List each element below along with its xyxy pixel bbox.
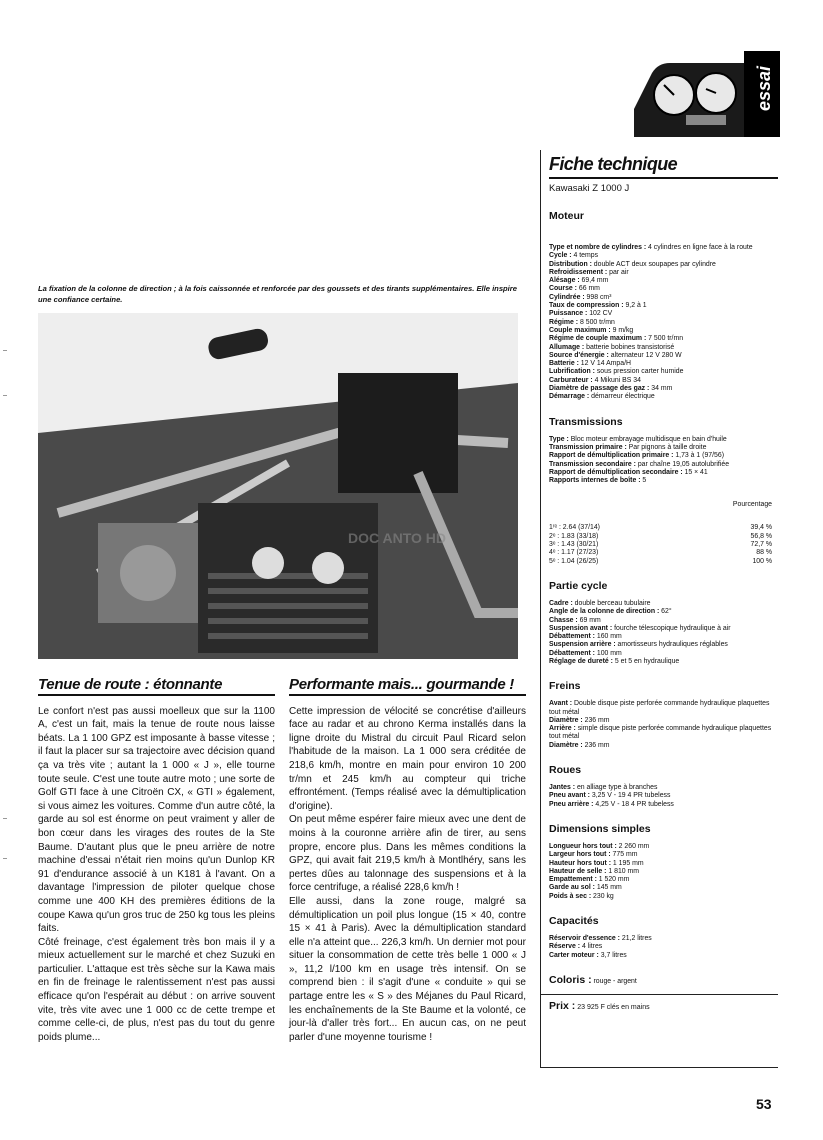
spec-row bbox=[549, 327, 778, 335]
spec-label: Chasse : bbox=[549, 616, 578, 624]
spec-label: Débattement : bbox=[549, 649, 595, 657]
essai-badge bbox=[632, 49, 782, 139]
coloris-value: rouge - argent bbox=[591, 977, 637, 985]
spec-row bbox=[549, 893, 778, 901]
spec-row bbox=[549, 277, 778, 285]
spec-value: double berceau tubulaire bbox=[572, 599, 651, 607]
paragraph: Côté freinage, c'est également très bon mais il y a mieux actuellement sur le marché et chez Suzuki en particulier. L'attaque est très sèche sur la Kawa mais en fin de freinage le ralentissement n'est pas aussi efficace qu'on l'espérait au début : on arrive souvent vite, très vite avec une 1 000 cc de cette trempe et comme celle-ci, de plus, n'est pas du tout du genre poids plume... bbox=[38, 936, 275, 1043]
spec-value: 998 cm³ bbox=[584, 293, 612, 301]
gear-row bbox=[549, 549, 778, 557]
spec-label: Largeur hors tout : bbox=[549, 851, 611, 859]
section-title-tenue: Tenue de route : étonnante bbox=[38, 678, 275, 696]
spec-label: Transmission secondaire : bbox=[549, 460, 636, 468]
spec-row bbox=[549, 469, 778, 477]
roues-list bbox=[549, 784, 778, 809]
spec-label: Angle de la colonne de direction : bbox=[549, 608, 660, 616]
spec-row bbox=[549, 608, 778, 616]
spec-label: Alésage : bbox=[549, 277, 580, 285]
gear-ratio: 4ᵉ : 1.17 (27/23) bbox=[549, 549, 599, 557]
spec-label: Jantes : bbox=[549, 784, 576, 792]
spec-row bbox=[549, 742, 778, 750]
spec-label: Cycle : bbox=[549, 252, 572, 260]
spec-row bbox=[549, 952, 778, 960]
spec-label: Diamètre : bbox=[549, 716, 583, 724]
spec-label: Cylindrée : bbox=[549, 293, 585, 301]
spec-value: 4,25 V - 18 4 PR tubeless bbox=[593, 800, 674, 808]
spec-value: 236 mm bbox=[582, 716, 610, 724]
spec-value: 1,73 à 1 (97/56) bbox=[673, 452, 725, 460]
spec-value: batterie bobines transistorisé bbox=[584, 343, 675, 351]
spec-row bbox=[549, 452, 778, 460]
capacites-list bbox=[549, 935, 778, 960]
spec-label: Type : bbox=[549, 435, 569, 443]
spec-value: 9 m/kg bbox=[610, 326, 634, 334]
spec-value: 9,2 à 1 bbox=[623, 302, 647, 310]
spec-label: Carburateur : bbox=[549, 376, 593, 384]
spec-label: Régime : bbox=[549, 318, 579, 326]
spec-label: Hauteur de selle : bbox=[549, 867, 607, 875]
spec-row bbox=[549, 868, 778, 876]
spec-value: Par pignons à taille droite bbox=[626, 443, 707, 451]
spec-row bbox=[549, 884, 778, 892]
spec-label: Refroidissement : bbox=[549, 268, 608, 276]
spec-label: Arrière : bbox=[549, 725, 576, 733]
spec-row bbox=[549, 310, 778, 318]
spec-row bbox=[549, 801, 778, 809]
spec-label: Course : bbox=[549, 285, 577, 293]
spec-row bbox=[549, 477, 778, 485]
coloris-row bbox=[549, 974, 778, 986]
spec-value: 102 CV bbox=[587, 310, 613, 318]
spec-label: Débattement : bbox=[549, 633, 595, 641]
pourcentage-label: Pourcentage bbox=[732, 501, 772, 509]
spec-label: Distribution : bbox=[549, 260, 592, 268]
section-roues: Roues bbox=[549, 764, 582, 777]
spec-row bbox=[549, 860, 778, 868]
fiche-model: Kawasaki Z 1000 J bbox=[549, 183, 630, 194]
spec-value: amortisseurs hydrauliques réglables bbox=[615, 641, 728, 649]
photo-watermark: DOC ANTO HD bbox=[348, 530, 446, 546]
spec-value: sous pression carter humide bbox=[594, 368, 684, 376]
spec-label: Couple maximum : bbox=[549, 326, 611, 334]
spec-value: 3,7 litres bbox=[598, 951, 627, 959]
spec-value: 1 810 mm bbox=[606, 867, 640, 875]
spec-row bbox=[549, 436, 778, 444]
spec-row bbox=[549, 650, 778, 658]
spec-label: Source d'énergie : bbox=[549, 351, 609, 359]
spec-label: Régime de couple maximum : bbox=[549, 335, 647, 343]
spec-row bbox=[549, 935, 778, 943]
gear-ratios bbox=[549, 524, 778, 565]
section-dimensions: Dimensions simples bbox=[549, 822, 651, 835]
spec-value: 34 mm bbox=[649, 385, 673, 393]
spec-row bbox=[549, 344, 778, 352]
spec-row bbox=[549, 302, 778, 310]
spec-row bbox=[549, 368, 778, 376]
spec-row bbox=[549, 461, 778, 469]
spec-value: 69,4 mm bbox=[579, 277, 609, 285]
spec-row bbox=[549, 843, 778, 851]
spec-label: Empattement : bbox=[549, 876, 597, 884]
gear-percent: 72,7 % bbox=[750, 541, 772, 549]
section-partie-cycle: Partie cycle bbox=[549, 579, 608, 592]
partie-cycle-list bbox=[549, 600, 778, 666]
spec-row bbox=[549, 717, 778, 725]
spec-label: Pneu arrière : bbox=[549, 800, 594, 808]
spec-row bbox=[549, 851, 778, 859]
spec-label: Réservoir d'essence : bbox=[549, 935, 620, 943]
spec-value: fourche télescopique hydraulique à air bbox=[612, 624, 731, 632]
spec-value: 12 V 14 Ampa/H bbox=[578, 360, 631, 368]
spec-row bbox=[549, 658, 778, 666]
spec-label: Lubrification : bbox=[549, 368, 595, 376]
spec-row bbox=[549, 444, 778, 452]
section-transmissions: Transmissions bbox=[549, 415, 623, 428]
spec-label: Rapport de démultiplication secondaire : bbox=[549, 468, 683, 476]
prix-row bbox=[541, 994, 778, 1016]
photo-caption: La fixation de la colonne de direction ; à la fois caissonnée et renforcée par des goussets et des tirants supplémentaires. Elle inspire une confiance certaine. bbox=[38, 284, 517, 304]
gear-ratio: 5ᵉ : 1.04 (26/25) bbox=[549, 557, 599, 565]
gear-ratio: 1ʳᵉ : 2.64 (37/14) bbox=[549, 524, 600, 532]
spec-value: 62° bbox=[659, 608, 672, 616]
spec-value: 7 500 tr/mn bbox=[646, 335, 684, 343]
spec-value: 5 et 5 en hydraulique bbox=[612, 657, 680, 665]
spec-row bbox=[549, 252, 778, 260]
spec-label: Batterie : bbox=[549, 360, 579, 368]
spec-row bbox=[549, 294, 778, 302]
spec-label: Réserve : bbox=[549, 943, 581, 951]
margin-mark bbox=[3, 395, 7, 396]
spec-row bbox=[549, 377, 778, 385]
spec-row bbox=[549, 600, 778, 608]
spec-value: 4 temps bbox=[571, 252, 599, 260]
gear-row bbox=[549, 541, 778, 549]
section-freins: Freins bbox=[549, 680, 581, 693]
spec-label: Avant : bbox=[549, 700, 573, 708]
spec-row bbox=[549, 876, 778, 884]
margin-mark bbox=[3, 858, 7, 859]
spec-label: Démarrage : bbox=[549, 393, 590, 401]
spec-value: 21,2 litres bbox=[619, 935, 652, 943]
paragraph: Le confort n'est pas aussi moelleux que sur la 1100 A, c'est un fait, mais la tenue de route nous laisse béats. La 1 100 GPZ est imposante à basse vitesse ; il faut la placer sur sa trajectoire avec décision quand ça va très vite ; autant la 1 000 « J », elle tourne toute seule. C'est une toute autre moto ; une sorte de Golf GTI face à une Citroën CX, « GTI » également, si vous aimez les voitures. Comme d'un autre côté, la garde au sol est énorme on peut vraiment y aller de bon cœur dans les virages des routes de la Ste Baume. D'autant plus que le pneu arrière de notre machine d'essai n'était rien moins qu'un Dunlop KR 91 d'endurance associé à un K181 à l'avant. On a davantage l'impression de piloter quelque chose comme une 400 KH des premières éditions de la coupe Kawa qu'un gros truc de 250 kg tous les pleins faits. bbox=[38, 705, 275, 935]
paragraph: Elle aussi, dans la zone rouge, malgré sa démultiplication un poil plus longue (15 × 40, contre 15 × 41 à Paris). Avec la démultiplication standard elle n'a atteint que... 226,3 km/h. Un dernier mot pour situer la consommation de cette très belle 1 000 « J », 11,2 l/100 km en usage très intensif. On se comprend bien : il s'agit d'une « conduite » qui se partage entre les « S » des Méjanes du Paul Ricard, les enchaînements de la Ste Baume et la volonté, ce jour-là d'aller très fort... En aucun cas, on ne peut parler d'une moyenne tourisme ! bbox=[289, 895, 526, 1043]
freins-list bbox=[549, 700, 778, 750]
spec-value: 4 Mikuni BS 34 bbox=[592, 376, 641, 384]
spec-value: 1 520 mm bbox=[596, 876, 630, 884]
spec-row bbox=[549, 641, 778, 649]
spec-row bbox=[549, 244, 778, 252]
spec-label: Carter moteur : bbox=[549, 951, 599, 959]
dimensions-list bbox=[549, 843, 778, 901]
spec-value: 66 mm bbox=[576, 285, 600, 293]
spec-value: démarreur électrique bbox=[589, 393, 655, 401]
spec-value: 775 mm bbox=[610, 851, 638, 859]
spec-label: Réglage de dureté : bbox=[549, 657, 613, 665]
spec-value: double ACT deux soupapes par cylindre bbox=[591, 260, 716, 268]
spec-row bbox=[549, 261, 778, 269]
article-column-1 bbox=[38, 678, 275, 1044]
margin-mark bbox=[3, 350, 7, 351]
spec-row bbox=[549, 700, 778, 717]
spec-label: Suspension avant : bbox=[549, 624, 613, 632]
spec-value: en alliage type à branches bbox=[575, 784, 658, 792]
spec-row bbox=[549, 285, 778, 293]
spec-label: Allumage : bbox=[549, 343, 585, 351]
spec-value: 8 500 tr/mn bbox=[578, 318, 615, 326]
spec-value: 236 mm bbox=[582, 741, 610, 749]
spec-row bbox=[549, 352, 778, 360]
spec-label: Diamètre de passage des gaz : bbox=[549, 385, 650, 393]
spec-row bbox=[549, 393, 778, 401]
spec-label: Puissance : bbox=[549, 310, 588, 318]
prix-value: 23 925 F clés en mains bbox=[575, 1003, 650, 1011]
fiche-technique bbox=[540, 150, 778, 1068]
spec-value: alternateur 12 V 280 W bbox=[608, 351, 682, 359]
spec-label: Transmission primaire : bbox=[549, 443, 627, 451]
spec-row bbox=[549, 943, 778, 951]
spec-value: Double disque piste perforée commande hydraulique plaquettes tout métal bbox=[549, 700, 770, 716]
spec-row bbox=[549, 784, 778, 792]
paragraph: On peut même espérer faire mieux avec une dent de moins à la couronne arrière afin de tirer, au sens propre, encore plus. Dans les mêmes conditions la GPZ, qui avait fait 219,5 km/h à Montlhéry, sans les pertes dûes au talonnage des suspensions et à la force centrifuge, a réalisé 228,6 km/h ! bbox=[289, 814, 526, 894]
spec-value: 5 bbox=[640, 477, 647, 485]
spec-label: Cadre : bbox=[549, 599, 573, 607]
gear-percent: 39,4 % bbox=[750, 524, 772, 532]
spec-label: Taux de compression : bbox=[549, 302, 624, 310]
section-capacites: Capacités bbox=[549, 915, 599, 928]
spec-label: Longueur hors tout : bbox=[549, 842, 617, 850]
spec-row bbox=[549, 617, 778, 625]
spec-row bbox=[549, 725, 778, 742]
spec-row bbox=[549, 625, 778, 633]
spec-value: 3,25 V - 19 4 PR tubeless bbox=[589, 792, 671, 800]
spec-row bbox=[549, 319, 778, 327]
spec-value: 160 mm bbox=[594, 633, 622, 641]
spec-label: Garde au sol : bbox=[549, 884, 595, 892]
spec-value: 15 × 41 bbox=[682, 468, 708, 476]
spec-value: 230 kg bbox=[591, 892, 614, 900]
prix-label: Prix : bbox=[549, 999, 576, 1012]
spec-value: 4 cylindres en ligne face à la route bbox=[646, 244, 753, 251]
spec-row bbox=[549, 633, 778, 641]
spec-row bbox=[549, 269, 778, 277]
gear-row bbox=[549, 558, 778, 566]
spec-row bbox=[549, 385, 778, 393]
transmissions-list bbox=[549, 436, 778, 486]
spec-label: Rapports internes de boîte : bbox=[549, 477, 641, 485]
spec-label: Hauteur hors tout : bbox=[549, 859, 612, 867]
margin-mark bbox=[3, 818, 7, 819]
spec-value: 2 260 mm bbox=[616, 842, 650, 850]
badge-text: essai bbox=[754, 65, 774, 111]
spec-label: Rapport de démultiplication primaire : bbox=[549, 452, 674, 460]
spec-value: 145 mm bbox=[594, 884, 622, 892]
coloris-label: Coloris : bbox=[549, 973, 592, 986]
spec-value: Bloc moteur embrayage multidisque en bain d'huile bbox=[568, 435, 727, 443]
gear-ratio: 2ᵉ : 1.83 (33/18) bbox=[549, 532, 599, 540]
spec-value: par air bbox=[607, 268, 629, 276]
spec-value: 4 litres bbox=[580, 943, 603, 951]
gear-row bbox=[549, 524, 778, 532]
spec-value: simple disque piste perforée commande hydraulique plaquettes tout métal bbox=[549, 725, 772, 741]
gear-row bbox=[549, 533, 778, 541]
spec-label: Poids à sec : bbox=[549, 892, 592, 900]
spec-row bbox=[549, 360, 778, 368]
gear-ratio: 3ᵉ : 1.43 (30/21) bbox=[549, 541, 599, 549]
spec-row bbox=[549, 792, 778, 800]
spec-label: Suspension arrière : bbox=[549, 641, 616, 649]
engine-photo bbox=[38, 313, 518, 659]
gear-percent: 56,8 % bbox=[750, 532, 772, 540]
page-number: 53 bbox=[756, 1096, 772, 1112]
spec-label: Diamètre : bbox=[549, 741, 583, 749]
article-column-2 bbox=[289, 678, 526, 1044]
spec-value: 69 mm bbox=[577, 616, 601, 624]
spec-row bbox=[549, 335, 778, 343]
spec-value: 1 195 mm bbox=[611, 859, 644, 867]
gear-percent: 100 % bbox=[752, 557, 772, 565]
spec-value: 100 mm bbox=[594, 649, 622, 657]
spec-label: Type et nombre de cylindres : bbox=[549, 244, 647, 251]
gear-percent: 88 % bbox=[756, 549, 772, 557]
paragraph: Cette impression de vélocité se concrétise d'ailleurs face au radar et au chrono Kerma installés dans la ligne droite du Mistral du circuit Paul Ricard selon l'habitude de la maison. La 1 000 sera créditée de 218,6 km/h, montre en main pour environ 10 200 tr/mn et 245 km/h au compteur qui triche effrontément. (Temps réalisé avec la démultiplication d'origine). bbox=[289, 705, 526, 812]
fiche-title: Fiche technique bbox=[549, 154, 778, 179]
section-moteur: Moteur bbox=[549, 210, 584, 222]
section-title-performante: Performante mais... gourmande ! bbox=[289, 678, 526, 696]
spec-label: Pneu avant : bbox=[549, 792, 590, 800]
moteur-list bbox=[549, 244, 778, 402]
spec-value: par chaîne 19,05 autolubrifiée bbox=[635, 460, 730, 468]
